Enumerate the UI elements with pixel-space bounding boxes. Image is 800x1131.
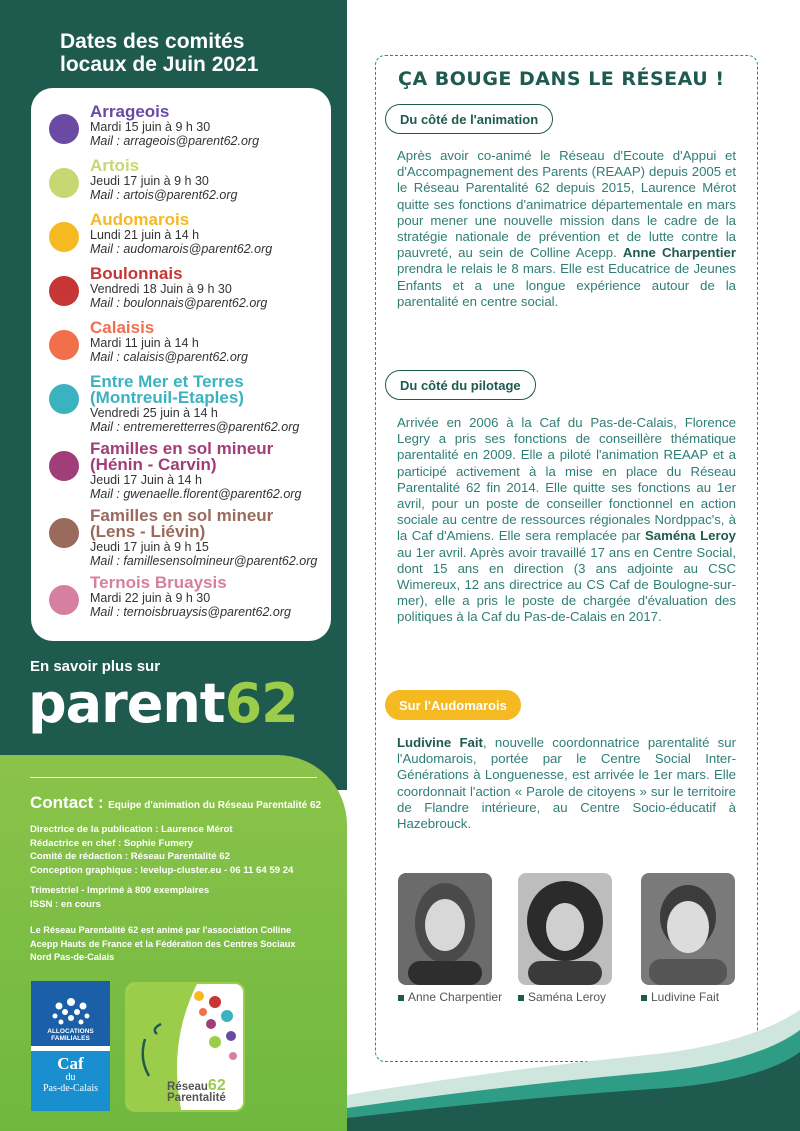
caf-place: Pas-de-Calais [43, 1083, 98, 1094]
color-dot [49, 168, 79, 198]
comite-name: Audomarois [90, 212, 190, 229]
comite-mail[interactable]: Mail : gwenaelle.florent@parent62.org [90, 487, 302, 501]
comite-name: Ternois Bruaysis [90, 575, 227, 592]
portrait-image [641, 873, 735, 985]
news-heading: ÇA BOUGE DANS LE RÉSEAU ! [398, 68, 725, 90]
pill-pilotage: Du côté du pilotage [385, 370, 536, 400]
parentalite-word: Parentalité [167, 1092, 226, 1104]
pill-audomarois: Sur l'Audomarois [385, 690, 521, 720]
comite-date: Lundi 21 juin à 14 h [90, 228, 200, 242]
comite-item [49, 575, 323, 629]
color-dot [49, 276, 79, 306]
color-dot [49, 114, 79, 144]
dates-title: Dates des comités locaux de Juin 2021 [60, 30, 259, 76]
highlight-name: Saména Leroy [645, 528, 736, 544]
credit-line: Comité de rédaction : Réseau Parentalité 62 [30, 851, 230, 862]
logo-number: 62 [224, 672, 298, 735]
caf-logo-bottom [31, 1051, 110, 1111]
color-dot [49, 585, 79, 615]
reseau-logo-text [167, 1077, 226, 1104]
portrait-image [518, 873, 612, 985]
credit-line: Rédactrice en chef : Sophie Fumery [30, 837, 194, 849]
comite-item [49, 212, 323, 266]
comite-mail[interactable]: Mail : ternoisbruaysis@parent62.org [90, 605, 291, 619]
logo-word: parent [28, 672, 225, 735]
periodicity-line: Trimestriel - Imprimé à 800 exemplaires [30, 885, 210, 896]
association-line: Acepp Hauts de France et la Fédération des Centres Sociaux [30, 938, 296, 949]
credit-line: Directrice de la publication : Laurence Mérot [30, 824, 233, 835]
photo-anne-charpentier [398, 873, 492, 985]
caf-du: du [65, 1072, 76, 1083]
caf-line2: FAMILIALES [51, 1035, 90, 1042]
credits-block [30, 823, 330, 877]
comite-item [49, 320, 323, 374]
comite-item [49, 266, 323, 320]
comite-item [49, 508, 323, 575]
association-block [30, 924, 330, 965]
comite-date: Jeudi 17 juin à 9 h 30 [90, 174, 209, 188]
comite-mail[interactable]: Mail : boulonnais@parent62.org [90, 296, 268, 310]
color-dot [49, 384, 79, 414]
bottom-wave-decoration [347, 1000, 800, 1131]
paragraph-text: Arrivée en 2006 à la Caf du Pas-de-Calais, Florence Legry a pris ses fonctions de conseillère thématique parentalité en 2009. Elle a piloté l'animation REAAP et a participé activement à la mise en place du Réseau Parentalité 62 fin 2014. Elle quitte ses fonctions au 1er avril, pour un poste de conseiller fonctionnel en action sociale au centre de ressources régionales Nordppac's, à la Caf d'Amiens. Elle sera remplacée par [397, 415, 736, 544]
highlight-name: Ludivine Fait [397, 735, 483, 750]
photo-ludivine-fait [641, 873, 735, 985]
highlight-name: Anne Charpentier [622, 245, 736, 261]
paragraph-text: Après avoir co-animé le Réseau d'Ecoute d'Appui et d'Accompagnement des Parents (REAAP) depuis 2005 et le Réseau Parentalité 62 depuis 2015, Laurence Mérot quitte ses fonctions d'animatrice départementale en mars pour mener une nouvelle mission dans le cadre de la stratégie nationale de prévention et de lutte contre la pauvreté, au sein de Colline Acepp. [397, 148, 736, 261]
comite-mail[interactable]: Mail : artois@parent62.org [90, 188, 238, 202]
comite-name-sub: (Hénin - Carvin) [90, 455, 217, 474]
contact-title: Contact : [30, 793, 104, 812]
contact-line [30, 793, 321, 813]
color-dot [49, 330, 79, 360]
credit-line: Conception graphique : levelup-cluster.eu - 06 11 64 59 24 [30, 864, 294, 876]
comite-mail[interactable]: Mail : arrageois@parent62.org [90, 134, 260, 148]
comite-name: Boulonnais [90, 266, 183, 283]
comite-name: Familles en sol mineur [90, 441, 274, 458]
caf-logo-top [31, 981, 110, 1046]
comite-item [49, 441, 323, 508]
comite-date: Mardi 22 juin à 9 h 30 [90, 591, 211, 605]
association-line: Le Réseau Parentalité 62 est animé par l'association Colline [30, 925, 292, 935]
comite-mail[interactable]: Mail : calaisis@parent62.org [90, 350, 248, 364]
caf-family-icon [49, 996, 93, 1028]
caption-anne: Anne Charpentier [398, 990, 502, 1004]
contact-subtitle: Equipe d'animation du Réseau Parentalité 62 [108, 800, 322, 811]
comite-name: Entre Mer et Terres [90, 374, 244, 391]
pilotage-paragraph [397, 415, 736, 626]
comite-name-sub: (Lens - Liévin) [90, 522, 206, 541]
color-dot [49, 222, 79, 252]
left-column [0, 0, 347, 1131]
comite-date: Mardi 11 juin à 14 h [90, 336, 199, 350]
divider [30, 777, 317, 778]
comite-name: Familles en sol mineur [90, 508, 274, 525]
animation-paragraph [397, 148, 736, 310]
comites-card [31, 88, 331, 641]
comite-date: Vendredi 25 juin à 14 h [90, 406, 218, 420]
pill-animation: Du côté de l'animation [385, 104, 553, 134]
paragraph-text: prendra le relais le 8 mars. Elle est Educatrice de Jeunes Enfants et a une longue expérience autour de la parentalité en centre social. [397, 261, 736, 309]
color-dot [49, 451, 79, 481]
comite-item [49, 104, 323, 158]
comite-item [49, 374, 323, 441]
paragraph-text: au 1er avril. Après avoir travaillé 17 ans en Centre Social, dont 15 ans en direction (3 ans adjointe au CSC Wimereux, 12 ans directrice au CS Caf de Boulogne-sur-mer), elle a pris le poste de chargée d'évaluation des politiques à la Caf du Pas-de-Calais en 2017. [397, 544, 736, 625]
association-line: Nord Pas-de-Calais [30, 952, 115, 962]
comite-date: Vendredi 18 Juin à 9 h 30 [90, 282, 232, 296]
issn-line: ISSN : en cours [30, 898, 101, 910]
reseau-parentalite-logo[interactable] [125, 982, 245, 1112]
caf-big: Caf [57, 1054, 84, 1073]
caf-line1: ALLOCATIONS [47, 1028, 94, 1035]
comite-mail[interactable]: Mail : famillesensolmineur@parent62.org [90, 554, 318, 568]
savoir-plus-label: En savoir plus sur [30, 658, 161, 675]
comite-name-sub: (Montreuil-Etaples) [90, 388, 244, 407]
reseau-number: 62 [207, 1077, 226, 1094]
comite-name: Artois [90, 158, 140, 175]
comite-name: Arrageois [90, 104, 170, 121]
reseau-word: Réseau [167, 1081, 208, 1093]
caption-samena: Saména Leroy [518, 990, 606, 1004]
comite-date: Jeudi 17 Juin à 14 h [90, 473, 202, 487]
comite-date: Jeudi 17 juin à 9 h 15 [90, 540, 209, 554]
paragraph-text: , nouvelle coordonnatrice parentalité sur l'Audomarois, portée par le Centre Social Inter-Générations à Longuenesse, est arrivée le 1er mars. Elle coordonnait l'action « Parole de citoyens » sur le territoire de Flandre intérieure, au Centre Socio-éducatif à Hazebrouck. [397, 735, 737, 832]
comite-item [49, 158, 323, 212]
caf-logo[interactable] [31, 981, 110, 1111]
parent62-logo[interactable] [28, 672, 298, 735]
periodicity-block [30, 884, 330, 911]
photo-samena-leroy [518, 873, 612, 985]
comite-name: Calaisis [90, 320, 155, 337]
comite-mail[interactable]: Mail : entremeretterres@parent62.org [90, 420, 300, 434]
portrait-image [398, 873, 492, 985]
color-dot [49, 518, 79, 548]
audomarois-paragraph [397, 735, 736, 832]
caption-ludivine: Ludivine Fait [641, 990, 719, 1004]
comite-date: Mardi 15 juin à 9 h 30 [90, 120, 211, 134]
comite-mail[interactable]: Mail : audomarois@parent62.org [90, 242, 273, 256]
